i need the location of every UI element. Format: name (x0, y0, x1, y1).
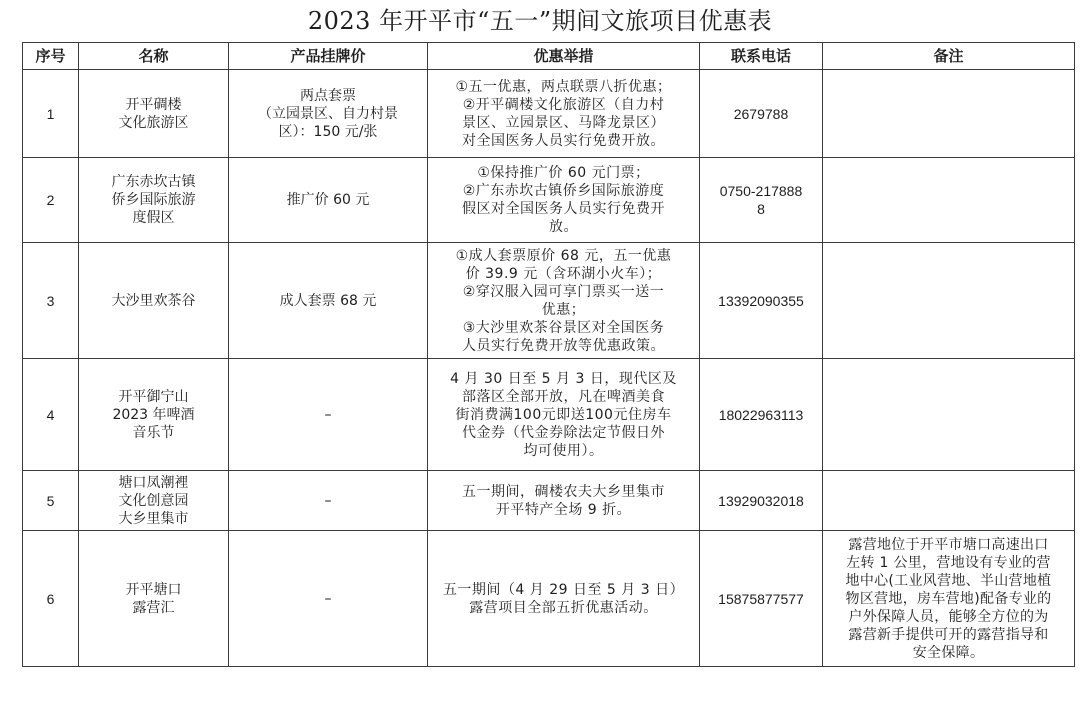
cell-note (823, 531, 1075, 667)
cell-seq: 3 (23, 243, 79, 359)
cell-seq: 2 (23, 158, 79, 243)
cell-price (229, 243, 428, 359)
note-line: 地中心(工业风营地、半山营地植 (845, 572, 1052, 589)
phone-line: 2679788 (733, 105, 789, 122)
measure-line: 五一期间（4 月 29 日至 5 月 3 日） (442, 581, 685, 598)
measure-line: 对全国医务人员实行免费开放。 (462, 132, 665, 149)
measure-line: 价 39.9 元（含环湖小火车）； (465, 265, 662, 282)
name-line: 2023 年啤酒 (112, 406, 195, 423)
measure-line: ①保持推广价 60 元门票； (477, 165, 650, 181)
cell-name (79, 70, 229, 158)
phone-line: 15875877577 (718, 590, 804, 607)
phone-line: 18022963113 (718, 406, 804, 423)
name-line: 广东赤坎古镇 (111, 174, 196, 190)
name-line: 文化创意园 (118, 492, 189, 509)
cell-measure (428, 359, 700, 471)
name-line: 大乡里集市 (118, 510, 189, 527)
table-row (23, 359, 1075, 471)
price-line: – (324, 406, 332, 423)
phone-line: 13929032018 (718, 492, 804, 509)
measure-line: 部落区全部开放，凡在啤酒美食 (462, 388, 665, 405)
name-line: 侨乡国际旅游 (111, 192, 196, 208)
cell-phone (700, 359, 823, 471)
phone-line: 13392090355 (718, 292, 804, 309)
cell-measure (428, 70, 700, 158)
table-row (23, 531, 1075, 667)
cell-note (823, 158, 1075, 243)
measure-line: ②开平碉楼文化旅游区（自力村 (462, 96, 665, 113)
cell-measure (428, 158, 700, 243)
cell-seq: 4 (23, 359, 79, 471)
measure-line: ①成人套票原价 68 元，五一优惠 (455, 247, 672, 264)
measure-line: 4 月 30 日至 5 月 3 日，现代区及 (450, 370, 677, 387)
price-line: 成人套票 68 元 (279, 292, 377, 309)
table-row (23, 471, 1075, 531)
cell-phone (700, 70, 823, 158)
table-row (23, 70, 1075, 158)
header-phone: 联系电话 (700, 43, 823, 70)
cell-phone (700, 243, 823, 359)
measure-line: 均可使用）。 (523, 442, 604, 459)
cell-price (229, 359, 428, 471)
cell-name (79, 359, 229, 471)
header-row (23, 43, 1075, 70)
name-line: 大沙里欢茶谷 (111, 292, 196, 309)
price-line: 推广价 60 元 (286, 192, 370, 208)
cell-phone (700, 471, 823, 531)
note-line: 露营地位于开平市塘口高速出口 (848, 536, 1049, 553)
page-title: 2023 年开平市“五一”期间文旅项目优惠表 (307, 7, 773, 35)
phone-line: 8 (757, 201, 765, 217)
name-line: 开平碉楼 (125, 96, 182, 113)
cell-note (823, 70, 1075, 158)
header-name: 名称 (79, 43, 229, 70)
measure-line: 放。 (549, 219, 578, 235)
price-line: – (324, 590, 332, 607)
header-seq: 序号 (23, 43, 79, 70)
measure-line: ②穿汉服入园可享门票买一送一 (462, 283, 665, 300)
note-line: 露营新手提供可开的露营指导和 (848, 626, 1049, 643)
cell-note (823, 471, 1075, 531)
measure-line: 街消费满100元即送100元住房车 (455, 406, 672, 423)
table-row (23, 158, 1075, 243)
cell-name (79, 158, 229, 243)
cell-price (229, 158, 428, 243)
note-line: 户外保障人员，能够全方位的为 (848, 608, 1049, 625)
measure-line: 景区、立园景区、马降龙景区） (462, 114, 665, 131)
measure-line: ①五一优惠，两点联票八折优惠； (455, 78, 672, 95)
measure-line: 露营项目全部五折优惠活动。 (469, 599, 658, 616)
price-line: 两点套票 (300, 87, 356, 104)
cell-note (823, 359, 1075, 471)
discount-table (22, 42, 1075, 667)
table-row (23, 243, 1075, 359)
price-line: – (324, 492, 332, 509)
cell-seq: 1 (23, 70, 79, 158)
header-note: 备注 (823, 43, 1075, 70)
name-line: 塘口凤潮裡 (118, 474, 189, 491)
cell-measure (428, 243, 700, 359)
cell-phone (700, 158, 823, 243)
measure-line: 假区对全国医务人员实行免费开 (462, 201, 665, 217)
cell-price (229, 471, 428, 531)
cell-phone (700, 531, 823, 667)
cell-price (229, 531, 428, 667)
note-line: 左转 1 公里，营地设有专业的营 (846, 554, 1051, 571)
header-price: 产品挂牌价 (229, 43, 428, 70)
measure-line: 优惠； (541, 301, 586, 318)
measure-line: ②广东赤坎古镇侨乡国际旅游度 (462, 183, 665, 199)
measure-line: 五一期间，碉楼农夫大乡里集市 (462, 483, 665, 500)
cell-seq: 6 (23, 531, 79, 667)
name-line: 度假区 (132, 210, 175, 226)
cell-name (79, 531, 229, 667)
name-line: 开平御宁山 (118, 388, 189, 405)
cell-name (79, 471, 229, 531)
measure-line: ③大沙里欢茶谷景区对全国医务 (462, 319, 665, 336)
price-line: 区）：150 元/张 (278, 123, 378, 140)
measure-line: 人员实行免费开放等优惠政策。 (462, 337, 665, 354)
cell-note (823, 243, 1075, 359)
name-line: 音乐节 (132, 424, 175, 441)
measure-line: 开平特产全场 9 折。 (495, 501, 632, 518)
measure-line: 代金券（代金券除法定节假日外 (462, 424, 665, 441)
header-measure: 优惠举措 (428, 43, 700, 70)
cell-name (79, 243, 229, 359)
name-line: 文化旅游区 (118, 114, 189, 131)
cell-measure (428, 471, 700, 531)
cell-seq: 5 (23, 471, 79, 531)
cell-measure (428, 531, 700, 667)
note-line: 物区营地，房车营地)配备专业的 (845, 590, 1052, 607)
name-line: 开平塘口 (125, 581, 182, 598)
cell-price (229, 70, 428, 158)
name-line: 露营汇 (132, 599, 175, 616)
price-line: （立园景区、自力村景 (258, 105, 398, 122)
phone-line: 0750-217888 (719, 183, 803, 199)
note-line: 安全保障。 (912, 644, 985, 661)
